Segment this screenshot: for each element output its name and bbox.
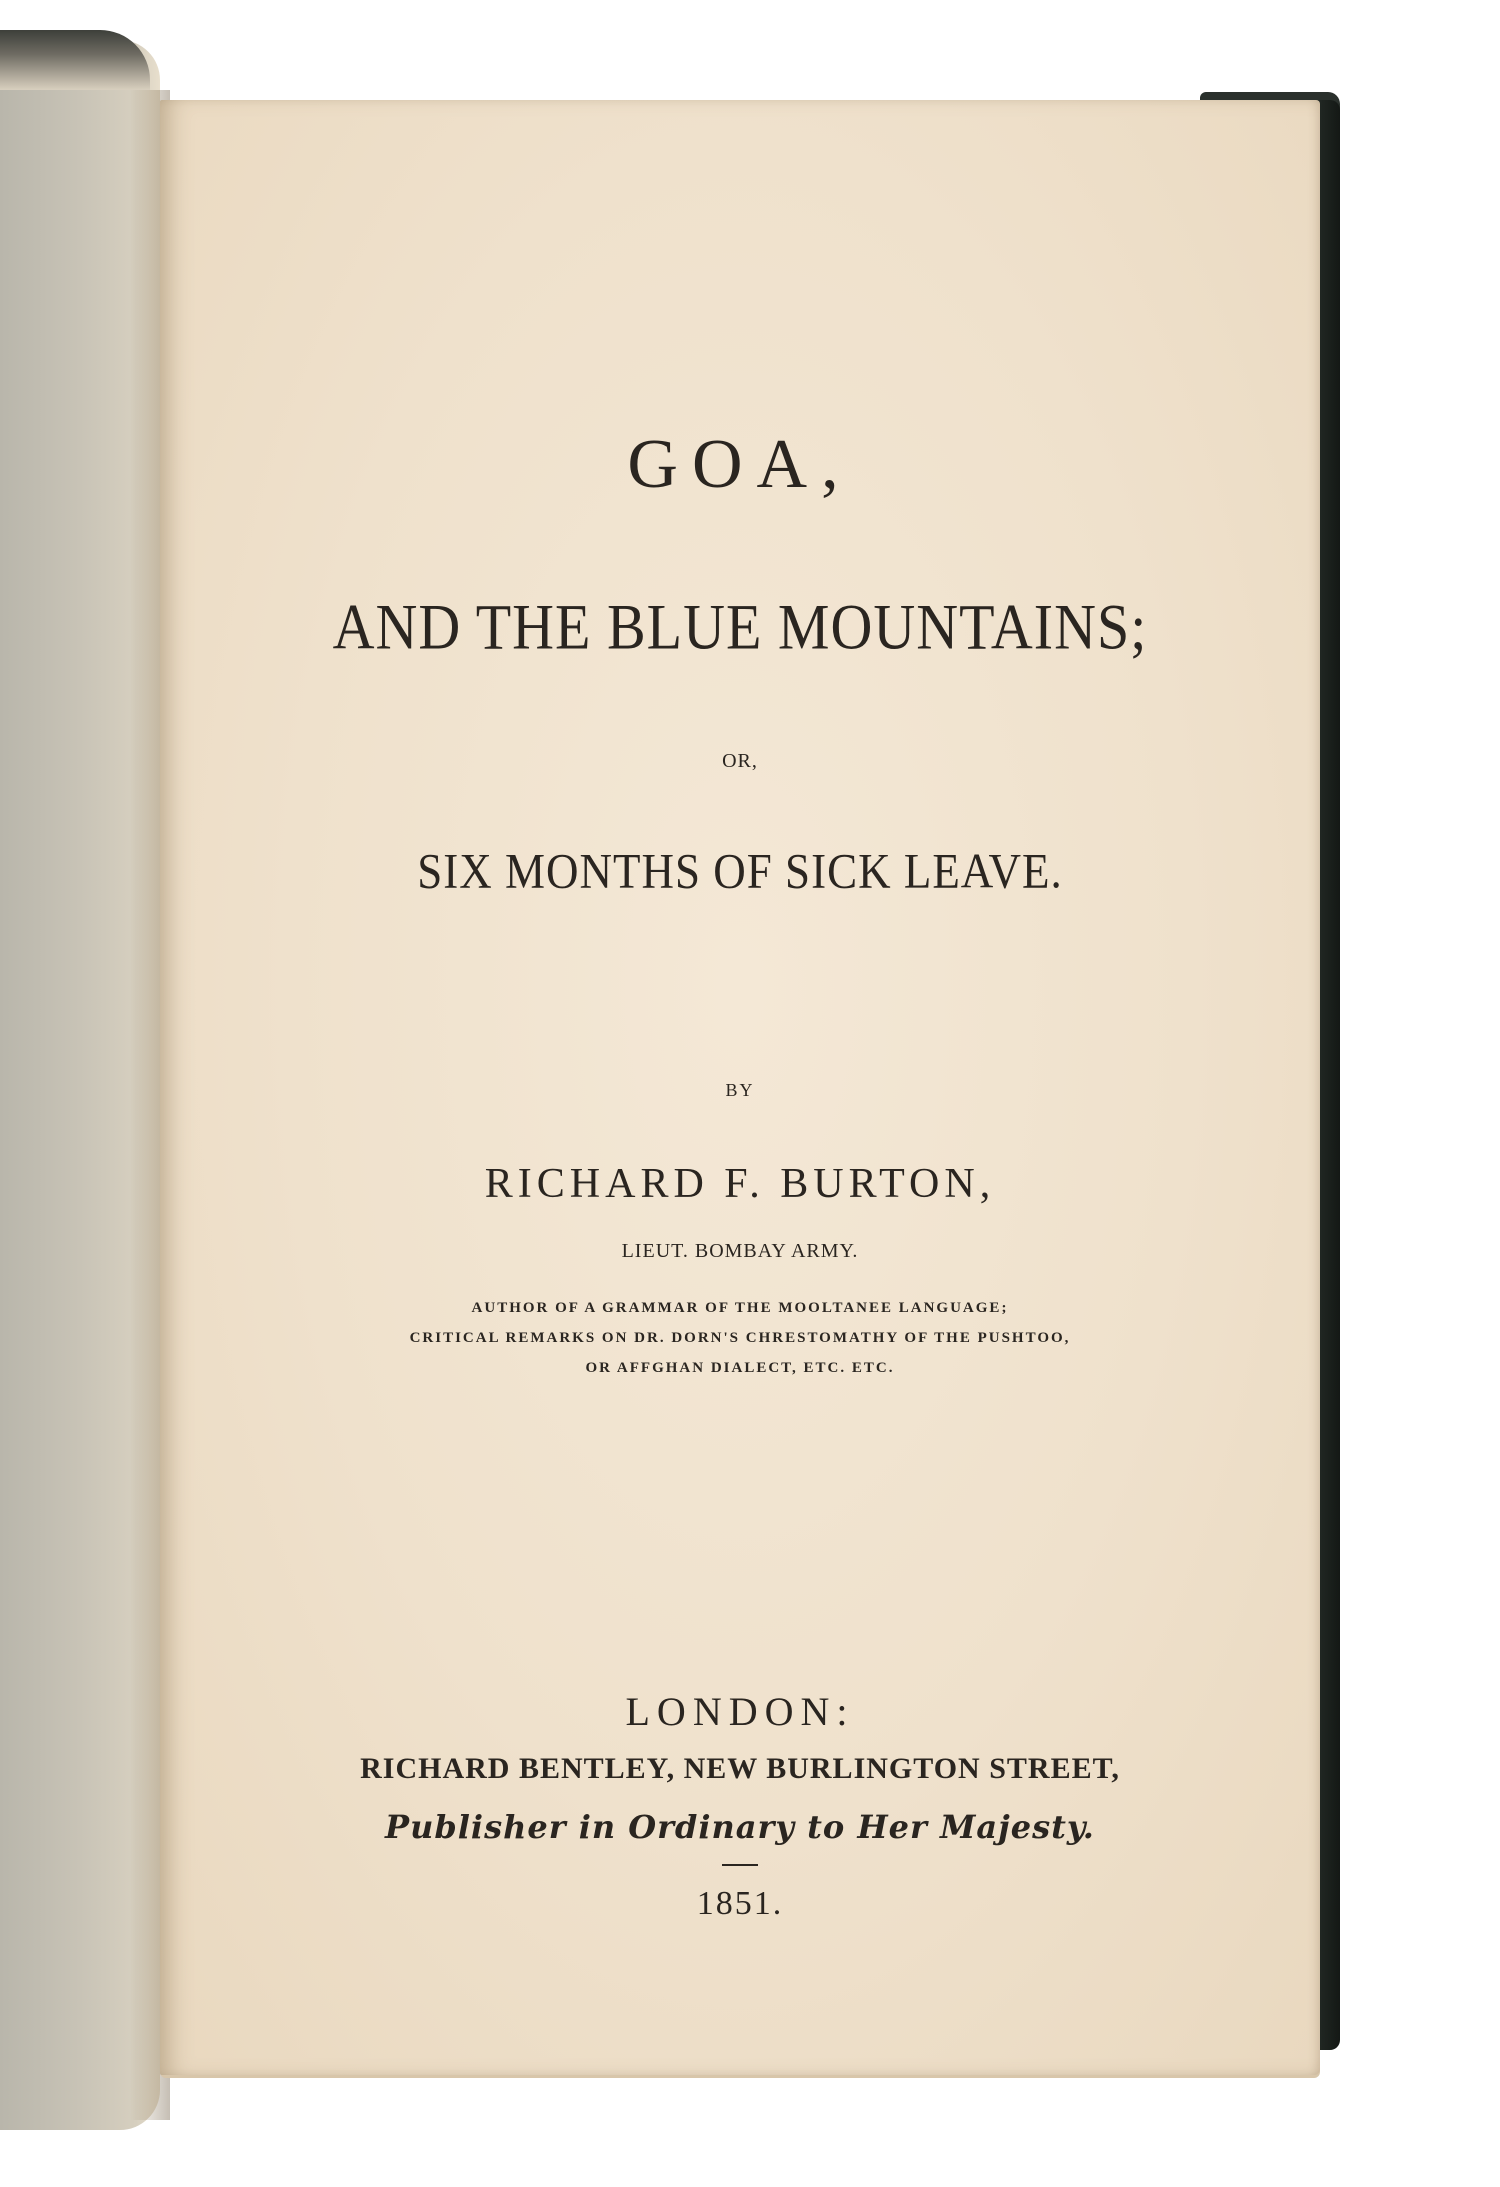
imprint-publisher: RICHARD BENTLEY, NEW BURLINGTON STREET, xyxy=(360,1752,1120,1785)
by-line: BY xyxy=(725,1080,755,1100)
author-name: RICHARD F. BURTON, xyxy=(484,1161,996,1207)
imprint-publisher-title: Publisher in Ordinary to Her Majesty. xyxy=(385,1808,1095,1846)
left-page-stack xyxy=(0,30,150,90)
author-credit-line: CRITICAL REMARKS ON DR. DORN'S CHRESTOMATHY OF THE PUSHTOO, xyxy=(409,1330,1071,1346)
imprint-rule xyxy=(722,1864,758,1866)
book-subtitle: SIX MONTHS OF SICK LEAVE. xyxy=(417,843,1063,899)
book-main-title: AND THE BLUE MOUNTAINS; xyxy=(332,590,1148,663)
author-credit-line: OR AFFGHAN DIALECT, ETC. ETC. xyxy=(585,1360,895,1376)
imprint-city: LONDON: xyxy=(625,1689,855,1734)
imprint-year: 1851. xyxy=(696,1885,784,1922)
author-credit-line: AUTHOR OF A GRAMMAR OF THE MOOLTANEE LANGUAGE; xyxy=(471,1300,1009,1316)
title-conjunction: OR, xyxy=(722,750,758,772)
book-title: GOA, xyxy=(627,426,853,503)
title-page xyxy=(160,100,1320,2075)
author-rank: LIEUT. BOMBAY ARMY. xyxy=(621,1240,859,1262)
